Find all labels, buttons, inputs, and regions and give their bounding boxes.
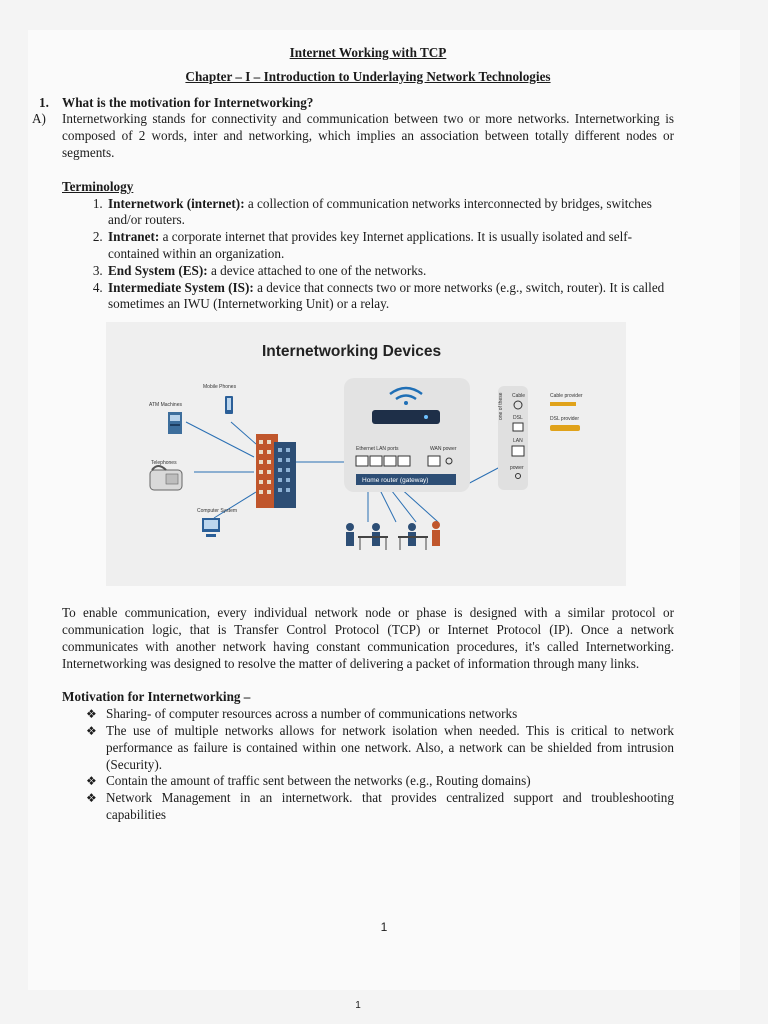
chapter-subtitle: Chapter – I – Introduction to Underlaying Network Technologies — [185, 68, 551, 84]
term-description: a collection of communication networks interconnected by bridges, switches and/or routers. — [108, 195, 652, 228]
telephones-label: Telephones — [151, 460, 177, 467]
motivation-text: The use of multiple networks allows for network isolation when needed. This is critical to network performance as failure is contained within one network. Also, a network can be shielded from intrusion (Security). — [106, 722, 674, 772]
diamond-bullet-icon: ❖ — [86, 791, 97, 806]
term-name: Intranet: — [108, 229, 160, 245]
question-text: What is the motivation for Internetworking? — [62, 94, 314, 110]
answer-block — [32, 111, 674, 161]
atm-machine-icon — [168, 412, 182, 434]
motivation-text: Sharing- of computer resources across a number of communications networks — [106, 706, 518, 722]
cable-port-label: Cable — [512, 393, 526, 400]
power-label: power — [510, 465, 524, 472]
dsl-connector-icon — [550, 425, 580, 431]
question-heading — [39, 94, 674, 112]
dsl-provider-label: DSL provider — [550, 416, 579, 423]
computer-system-label: Computer System — [197, 508, 238, 515]
mobile-phone-icon — [225, 396, 233, 414]
internetworking-devices-figure — [106, 322, 626, 586]
office-building-icon — [256, 434, 296, 508]
atm-machines-label: ATM Machines — [149, 402, 182, 409]
terminology-heading: Terminology — [62, 178, 134, 194]
dsl-port-label: DSL — [513, 415, 523, 422]
document-title: Internet Working with TCP — [289, 45, 447, 60]
term-name: Internetwork (internet): — [108, 195, 245, 211]
terminology-item — [106, 263, 674, 280]
motivation-item — [86, 790, 674, 824]
motivation-list — [62, 706, 674, 824]
figure-title: Internetworking Devices — [262, 343, 442, 361]
term-description: a device attached to one of the networks. — [207, 262, 427, 278]
term-name: Intermediate System (IS): — [108, 279, 254, 295]
lan-port-label: LAN — [513, 438, 523, 445]
answer-label: A) — [32, 111, 46, 127]
motivation-text: Network Management in an internetwork. that provides centralized support and troubleshooting capabilities — [106, 790, 674, 822]
diamond-bullet-icon: ❖ — [86, 774, 97, 789]
term-description: a corporate internet that provides key Internet applications. It is usually isolated and self-contained within an organization. — [108, 229, 633, 261]
terminology-item — [106, 280, 674, 314]
motivation-item — [86, 706, 674, 723]
motivation-item — [86, 722, 674, 773]
motivation-heading: Motivation for Internetworking – — [62, 689, 251, 705]
mobile-phones-label: Mobile Phones — [203, 384, 237, 391]
footer-page-number: 1 — [355, 1000, 361, 1011]
answer-text: Internetworking stands for connectivity and communication between two or more networks. Internetworking is composed of 2 words, inter and networking, which implies an association between totally different nodes or segments. — [62, 111, 674, 160]
figure-illustration — [106, 322, 626, 586]
diamond-bullet-icon: ❖ — [86, 707, 97, 722]
term-name: End System (ES): — [108, 262, 208, 278]
telephone-icon — [150, 466, 182, 490]
term-description: a device that connects two or more networks (e.g., switch, router). It is called sometimes an IWU (Internetworking Unit) or a relay. — [108, 279, 665, 312]
home-router-label: Home router (gateway) — [362, 477, 429, 485]
cable-provider-label: Cable provider — [550, 393, 583, 400]
terminology-list — [62, 196, 674, 314]
one-of-these-label: one of these — [498, 392, 504, 421]
page-number: 1 — [380, 920, 388, 934]
body-paragraph: To enable communication, every individual network node or phase is designed with a similar protocol or communication logic, that is Transfer Control Protocol (TCP) or Internet Protocol (IP). Once a network communicates with another network having constant communication procedures, it's called Internetworking. Internetworking was designed to resolve the matter of delivering a packet of information through many links. — [62, 605, 674, 671]
motivation-text: Contain the amount of traffic sent between the networks (e.g., Routing domains) — [106, 773, 531, 789]
cable-connector-icon — [550, 402, 576, 406]
terminology-item — [106, 196, 674, 230]
motivation-item — [86, 773, 674, 790]
ethernet-ports-label: Ethernet LAN ports — [356, 446, 399, 453]
home-router-panel — [344, 378, 470, 492]
document-content — [32, 45, 674, 824]
terminology-item — [106, 229, 674, 263]
diamond-bullet-icon: ❖ — [86, 723, 97, 738]
wan-power-label: WAN power — [430, 446, 457, 453]
question-number: 1. — [39, 94, 49, 110]
